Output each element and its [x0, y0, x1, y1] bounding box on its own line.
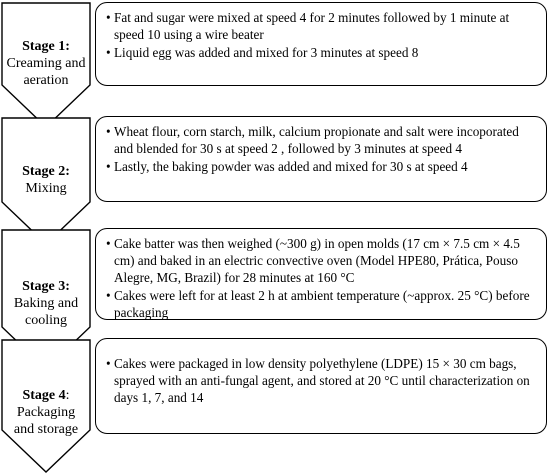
step-item: • Liquid egg was added and mixed for 3 minutes at speed 8	[106, 44, 538, 61]
stage-title: Stage 3:	[22, 279, 70, 294]
stage-3-steps-box	[95, 228, 547, 320]
stage-4-steps-box	[95, 338, 547, 434]
stage-name-line: and storage	[13, 422, 79, 437]
stage-name-line: Mixing	[25, 181, 67, 196]
step-item: • Lastly, the baking powder was added and mixed for 30 s at speed 4	[106, 158, 538, 175]
stage-2-label	[4, 163, 88, 197]
stage-4-label	[4, 387, 88, 438]
stage-name-line: Creaming and	[6, 56, 86, 71]
step-item: • Cakes were packaged in low density polyethylene (LDPE) 15 × 30 cm bags, sprayed with an anti-fungal agent, and stored at 20 °C until characterization on days 1, 7, and 14	[106, 355, 538, 406]
stage-1-steps-box	[95, 2, 547, 86]
stage-title: Stage 1:	[22, 39, 70, 54]
stage-2-steps-box	[95, 116, 547, 202]
stage-title: Stage 2:	[22, 164, 70, 179]
stage-name-line: aeration	[23, 73, 69, 88]
stage-3-label	[4, 278, 88, 329]
stage-name-line: :	[65, 388, 70, 403]
step-item: • Fat and sugar were mixed at speed 4 for 2 minutes followed by 1 minute at speed 10 using a wire beater	[106, 9, 538, 43]
stage-name-line: Baking and	[13, 296, 79, 311]
step-item: • Wheat flour, corn starch, milk, calcium propionate and salt were incoporated and blended for 30 s at speed 2 , followed by 3 minutes at speed 4	[106, 123, 538, 157]
step-item: • Cakes were left for at least 2 h at ambient temperature (~approx. 25 °C) before packaging	[106, 287, 538, 321]
stage-1-label	[4, 38, 88, 89]
stage-name-line: Packaging	[16, 405, 76, 420]
stage-title	[4, 387, 88, 404]
step-item: • Cake batter was then weighed (~300 g) in open molds (17 cm × 7.5 cm × 4.5 cm) and baked in an electric convective oven (Model HPE80, Prática, Pouso Alegre, MG, Brazil) for 28 minutes at 160 °C	[106, 235, 538, 286]
stage-title-text: Stage 4	[22, 388, 66, 403]
stage-name-line: cooling	[25, 313, 67, 328]
